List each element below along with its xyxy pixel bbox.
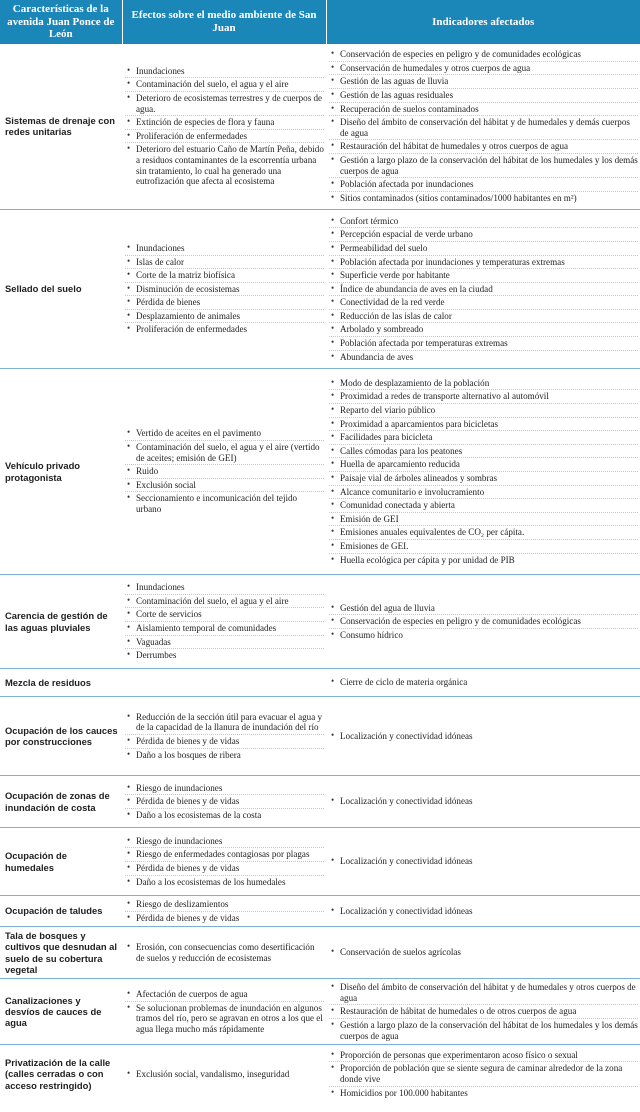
indicators-cell-list [329, 730, 638, 743]
effects-cell [122, 828, 326, 896]
indicator-item: • Conservación de suelos agrícolas [329, 946, 638, 959]
effects-cell [122, 697, 326, 776]
indicator-item: • Reducción de las islas de calor [329, 310, 638, 324]
indicator-item: • Proximidad a aparcamientos para bicicletas [329, 418, 638, 432]
indicator-item: • Reparto del viario público [329, 404, 638, 418]
effects-cell-list [125, 898, 324, 924]
effects-cell [122, 44, 326, 210]
indicators-cell [326, 44, 640, 210]
characteristic-cell: Mezcla de residuos [0, 669, 122, 697]
table-row [0, 896, 640, 927]
indicators-cell-list [329, 981, 638, 1042]
indicator-item: • Superficie verde por habitante [329, 269, 638, 283]
table-row [0, 369, 640, 575]
indicators-cell-list [329, 215, 638, 364]
effect-item: • Ruido [125, 465, 324, 479]
indicator-item: • Permeabilidad del suelo [329, 242, 638, 256]
characteristic-cell: Vehículo privado protagonista [0, 369, 122, 575]
characteristic-cell: Sellado del suelo [0, 210, 122, 369]
indicator-item: • Conectividad de la red verde [329, 296, 638, 310]
effect-item: • Pérdida de bienes y de vidas [125, 862, 324, 876]
effect-item: • Vertido de aceites en el pavimento [125, 427, 324, 441]
effect-item: • Aislamiento temporal de comunidades [125, 622, 324, 636]
effect-item: • Pérdida de bienes y de vidas [125, 912, 324, 925]
header-effects: Efectos sobre el medio ambiente de San Juan [122, 0, 326, 44]
indicators-cell-list [329, 905, 638, 918]
effect-item: • Riesgo de deslizamientos [125, 898, 324, 912]
indicator-item: • Proporción de personas que experimentaron acoso físico o sexual [329, 1049, 638, 1063]
effect-item: • Contaminación del suelo, el agua y el aire [125, 78, 324, 92]
effect-item: • Inundaciones [125, 65, 324, 79]
effect-item: • Contaminación del suelo, el agua y el aire [125, 595, 324, 609]
indicator-item: • Población afectada por inundaciones [329, 178, 638, 192]
indicator-item: • Conservación de especies en peligro y de comunidades ecológicas [329, 615, 638, 629]
effect-item: • Extinción de especies de flora y fauna [125, 116, 324, 130]
characteristic-cell: Ocupación de los cauces por construcciones [0, 697, 122, 776]
effect-item: • Derrumbes [125, 649, 324, 662]
table-row [0, 44, 640, 210]
indicator-item: • Alcance comunitario e involucramiento [329, 486, 638, 500]
effects-cell [122, 896, 326, 927]
effect-item: • Proliferación de enfermedades [125, 130, 324, 144]
indicators-cell-list [329, 795, 638, 808]
header-characteristics: Características de la avenida Juan Ponce de León [0, 0, 122, 44]
indicator-item: • Localización y conectividad idóneas [329, 795, 638, 808]
indicator-item: • Cierre de ciclo de materia orgánica [329, 676, 638, 689]
effect-item: • Inundaciones [125, 581, 324, 595]
table-row [0, 828, 640, 896]
indicator-item: • Confort térmico [329, 215, 638, 229]
characteristic-cell: Privatización de la calle (calles cerradas o con acceso restringido) [5, 1057, 111, 1091]
table-header [0, 0, 640, 44]
effect-item: • Seccionamiento e incomunicación del tejido urbano [125, 492, 324, 515]
effect-item: • Corte de la matriz biofísica [125, 269, 324, 283]
indicator-item: • Diseño del ámbito de conservación del hábitat y de humedales y otros cuerpos de agua [329, 981, 638, 1005]
table-row [0, 979, 640, 1045]
indicators-cell [326, 979, 640, 1045]
indicator-item: • Gestión del agua de lluvia [329, 602, 638, 616]
indicator-item: • Conservación de especies en peligro y de comunidades ecológicas [329, 48, 638, 62]
effects-cell-list [125, 581, 324, 662]
indicators-cell-list [329, 946, 638, 959]
effects-cell-list [125, 711, 324, 761]
effects-cell-list [125, 427, 324, 515]
table-body [0, 44, 640, 1103]
indicator-item: • Diseño del ámbito de conservación del hábitat y de humedales y demás cuerpos de agua [329, 116, 638, 140]
characteristic-cell: Ocupación de humedales [0, 828, 122, 896]
effect-item: • Riesgo de inundaciones [125, 835, 324, 849]
indicators-cell [326, 697, 640, 776]
indicator-item: • Gestión de las aguas de lluvia [329, 75, 638, 89]
table-row [0, 697, 640, 776]
indicator-item: • Gestión de las aguas residuales [329, 89, 638, 103]
effects-cell [122, 210, 326, 369]
effect-item: • Pérdida de bienes y de vidas [125, 735, 324, 749]
indicator-item: • Consumo hídrico [329, 629, 638, 642]
effects-cell-list [125, 65, 324, 188]
indicator-item: • Población afectada por inundaciones y temperaturas extremas [329, 256, 638, 270]
indicators-cell-list [329, 48, 638, 204]
effects-cell [122, 776, 326, 828]
indicator-item: • Paisaje vial de árboles alineados y sombras [329, 472, 638, 486]
indicator-item: • Huella ecológica per cápita y por unidad de PIB [329, 554, 638, 567]
effect-item: • Afectación de cuerpos de agua [125, 988, 324, 1002]
indicators-cell [326, 896, 640, 927]
effect-item: • Riesgo de enfermedades contagiosas por plagas [125, 848, 324, 862]
effects-cell-list [125, 1068, 324, 1081]
indicator-item: • Localización y conectividad idóneas [329, 905, 638, 918]
indicators-cell-list [329, 602, 638, 642]
effect-item: • Corte de servicios [125, 608, 324, 622]
effects-cell [122, 575, 326, 669]
effects-cell [122, 369, 326, 575]
indicator-item: • Facilidades para bicicleta [329, 431, 638, 445]
indicator-item: • Emisiones de GEI. [329, 540, 638, 554]
indicator-item: • Recuperación de suelos contaminados [329, 103, 638, 117]
table-row [0, 210, 640, 369]
indicators-cell [326, 369, 640, 575]
indicator-item: • Localización y conectividad idóneas [329, 855, 638, 868]
indicators-cell [326, 776, 640, 828]
indicators-cell [326, 575, 640, 669]
indicators-cell-list [329, 855, 638, 868]
effect-item: • Reducción de la sección útil para evacuar el agua y de la capacidad de la llanura de inundación del río [125, 711, 324, 735]
indicators-cell [326, 669, 640, 697]
effect-item: • Contaminación del suelo, el agua y el aire (vertido de aceites; emisión de GEI) [125, 441, 324, 465]
indicators-cell-list [329, 377, 638, 566]
indicator-item: • Sitios contaminados (sitios contaminados/1000 habitantes en m²) [329, 192, 638, 205]
characteristic-cell: Canalizaciones y desvíos de cauces de agua [0, 979, 122, 1045]
effect-item: • Deterioro del estuario Caño de Martín Peña, debido a residuos contaminantes de la escorrentía urbana sin tratamiento, lo cual ha generado una eutrofización que afecta al ecosistema [125, 143, 324, 187]
indicator-item: • Proximidad a redes de transporte alternativo al automóvil [329, 390, 638, 404]
indicator-item: • Arbolado y sombreado [329, 323, 638, 337]
indicator-item: • Abundancia de aves [329, 351, 638, 364]
effect-item: • Proliferación de enfermedades [125, 323, 324, 336]
effect-item: • Daño a los bosques de ribera [125, 749, 324, 762]
indicator-item: • Población afectada por temperaturas extremas [329, 337, 638, 351]
indicators-cell [326, 1045, 640, 1103]
indicator-item: • Conservación de humedales y otros cuerpos de agua [329, 62, 638, 76]
effect-item: • Deterioro de ecosistemas terrestres y de cuerpos de agua. [125, 92, 324, 116]
effects-cell-list [125, 242, 324, 336]
effect-item: • Pérdida de bienes [125, 296, 324, 310]
characteristic-cell: Carencia de gestión de las aguas pluviales [0, 575, 122, 669]
indicator-item: • Proporción de población que se siente segura de caminar alrededor de la zona donde vive [329, 1062, 638, 1086]
indicator-item: • Emisiones anuales equivalentes de CO₂ per cápita. [329, 526, 638, 540]
effect-item: • Islas de calor [125, 256, 324, 270]
effect-item: • Daño a los ecosistemas de la costa [125, 809, 324, 822]
effect-item: • Disminución de ecosistemas [125, 283, 324, 297]
indicator-item: • Comunidad conectada y abierta [329, 499, 638, 513]
effects-cell-list [125, 835, 324, 888]
indicator-item: • Percepción espacial de verde urbano [329, 228, 638, 242]
effect-item: • Riesgo de inundaciones [125, 782, 324, 796]
characteristic-cell: Sistemas de drenaje con redes unitarias [0, 44, 122, 210]
effects-cell [122, 927, 326, 979]
effects-cell [122, 979, 326, 1045]
indicator-item: • Calles cómodas para los peatones [329, 445, 638, 459]
indicators-cell [326, 828, 640, 896]
characteristic-cell: Tala de bosques y cultivos que desnudan al suelo de su cobertura vegetal [0, 927, 122, 979]
indicators-cell-list [329, 676, 638, 689]
indicators-cell-list [329, 1049, 638, 1099]
indicator-item: • Índice de abundancia de aves en la ciudad [329, 283, 638, 297]
table-row [0, 1045, 640, 1103]
indicator-item: • Restauración de hábitat de humedales o de otros cuerpos de agua [329, 1005, 638, 1019]
indicator-item: • Restauración del hábitat de humedales y otros cuerpos de agua [329, 140, 638, 154]
indicator-item: • Gestión a largo plazo de la conservación del hábitat de los humedales y los demás cuerpos de agua [329, 1019, 638, 1042]
indicator-item: • Huella de aparcamiento reducida [329, 458, 638, 472]
characteristic-cell: Ocupación de taludes [0, 896, 122, 927]
effects-cell [122, 669, 326, 697]
table-row [0, 575, 640, 669]
table-row [0, 927, 640, 979]
effect-item: • Erosión, con consecuencias como desertificación de suelos y reducción de ecosistemas [125, 941, 324, 964]
indicator-item: • Gestión a largo plazo de la conservación del hábitat de los humedales y los demás cuerpos de agua [329, 154, 638, 178]
effect-item: • Exclusión social [125, 479, 324, 493]
effect-item: • Pérdida de bienes y de vidas [125, 795, 324, 809]
effect-item: • Exclusión social, vandalismo, inseguridad [125, 1068, 324, 1081]
effects-cell-list [125, 782, 324, 822]
table-row [0, 669, 640, 697]
effect-item: • Inundaciones [125, 242, 324, 256]
effects-cell [122, 1045, 326, 1103]
indicators-cell [326, 210, 640, 369]
effects-cell-list [125, 941, 324, 964]
effect-item: • Se solucionan problemas de inundación en algunos tramos del río, pero se agravan en otros a los que el agua llega mucho más rápidamente [125, 1002, 324, 1036]
effect-item: • Daño a los ecosistemas de los humedales [125, 876, 324, 889]
indicator-item: • Homicidios por 100.000 habitantes [329, 1087, 638, 1100]
effects-cell-list [125, 988, 324, 1035]
effect-item: • Desplazamiento de animales [125, 310, 324, 324]
indicators-cell [326, 927, 640, 979]
indicator-item: • Emisión de GEI [329, 513, 638, 527]
characteristic-cell: Ocupación de zonas de inundación de costa [0, 776, 122, 828]
table-row [0, 776, 640, 828]
header-indicators: Indicadores afectados [326, 0, 640, 44]
effect-item: • Vaguadas [125, 636, 324, 650]
indicator-item: • Localización y conectividad idóneas [329, 730, 638, 743]
header-row [0, 0, 640, 44]
indicator-item: • Modo de desplazamiento de la población [329, 377, 638, 391]
